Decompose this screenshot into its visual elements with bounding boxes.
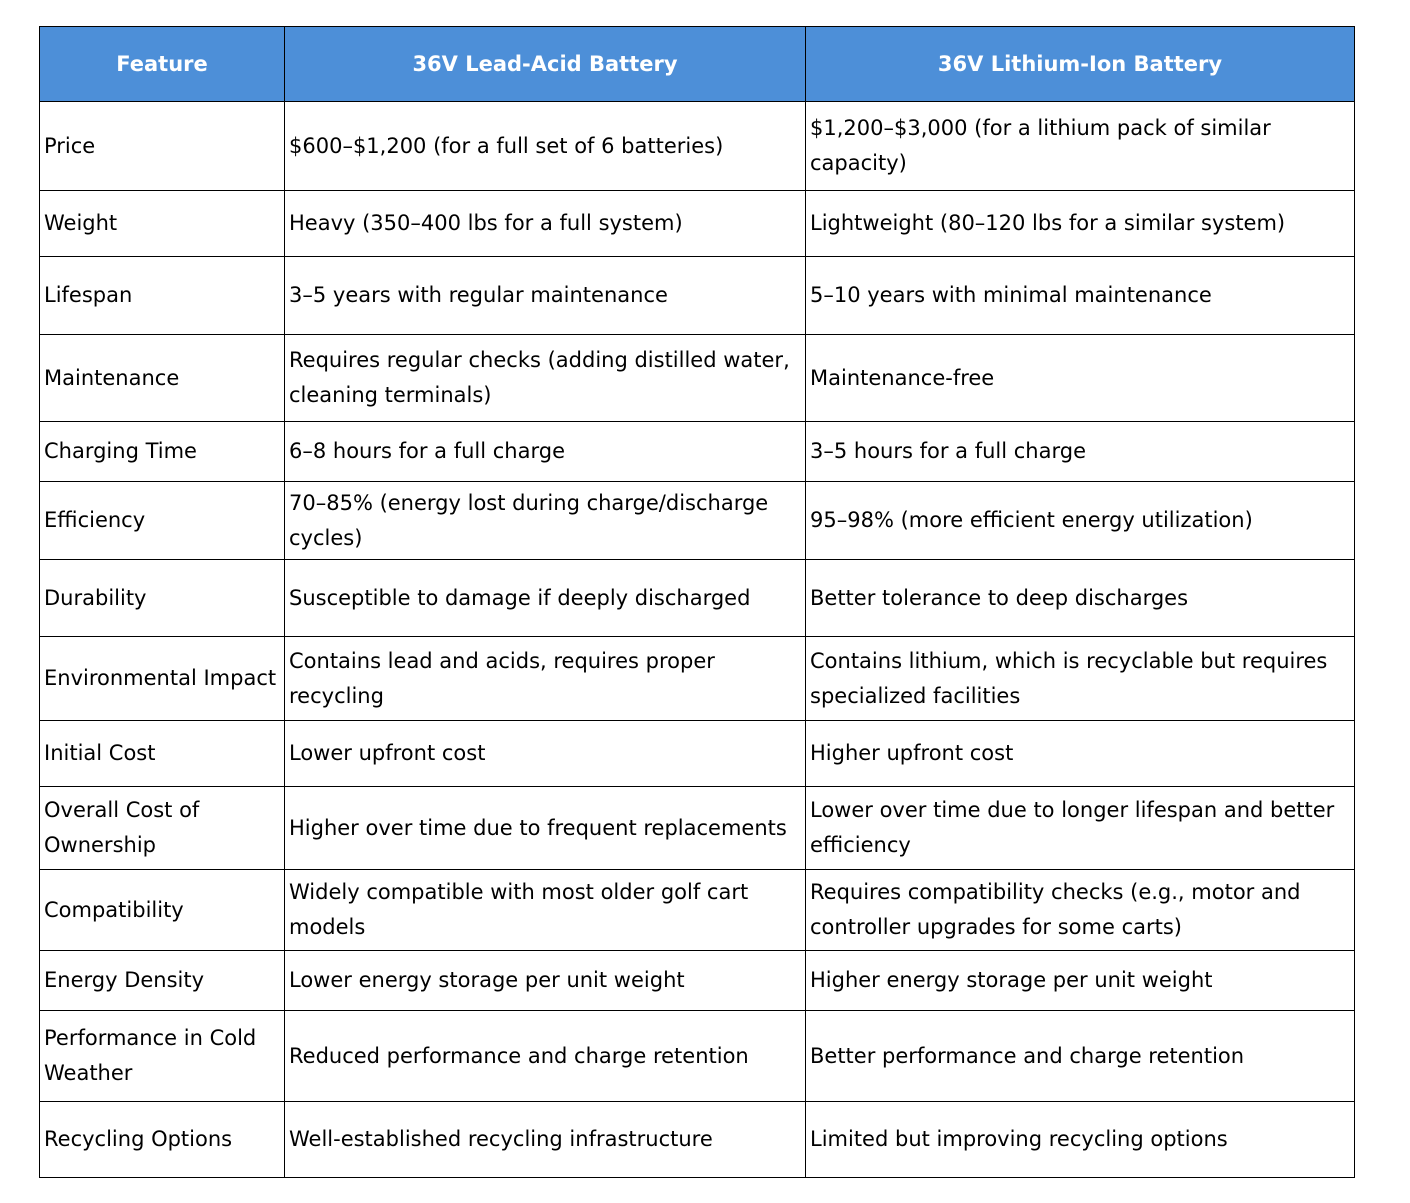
lithium-ion-cell: Higher upfront cost — [806, 721, 1355, 787]
table-row — [40, 1011, 1355, 1102]
lead-acid-cell: Widely compatible with most older golf cart models — [285, 870, 806, 951]
lithium-ion-cell: Limited but improving recycling options — [806, 1102, 1355, 1178]
feature-cell: Charging Time — [40, 422, 285, 482]
lead-acid-cell: Well-established recycling infrastructure — [285, 1102, 806, 1178]
table-row — [40, 482, 1355, 560]
lead-acid-cell: Lower upfront cost — [285, 721, 806, 787]
table-row — [40, 951, 1355, 1011]
lithium-ion-cell: Maintenance-free — [806, 335, 1355, 422]
lithium-ion-cell: Better performance and charge retention — [806, 1011, 1355, 1102]
lithium-ion-cell: Lower over time due to longer lifespan and better efficiency — [806, 787, 1355, 870]
feature-cell: Price — [40, 102, 285, 191]
lead-acid-cell: 6–8 hours for a full charge — [285, 422, 806, 482]
lithium-ion-cell: 95–98% (more efficient energy utilization) — [806, 482, 1355, 560]
table-row — [40, 257, 1355, 335]
lithium-ion-cell: Requires compatibility checks (e.g., motor and controller upgrades for some carts) — [806, 870, 1355, 951]
table-row — [40, 721, 1355, 787]
feature-cell: Recycling Options — [40, 1102, 285, 1178]
lead-acid-cell: Contains lead and acids, requires proper recycling — [285, 637, 806, 721]
lead-acid-cell: Reduced performance and charge retention — [285, 1011, 806, 1102]
table-row — [40, 870, 1355, 951]
feature-cell: Performance in Cold Weather — [40, 1011, 285, 1102]
header-lead-acid: 36V Lead-Acid Battery — [285, 27, 806, 102]
table-row — [40, 422, 1355, 482]
table-row — [40, 335, 1355, 422]
table-row — [40, 637, 1355, 721]
header-row — [40, 27, 1355, 102]
feature-cell: Initial Cost — [40, 721, 285, 787]
battery-comparison-table — [39, 26, 1355, 1178]
feature-cell: Energy Density — [40, 951, 285, 1011]
lithium-ion-cell: $1,200–$3,000 (for a lithium pack of similar capacity) — [806, 102, 1355, 191]
feature-cell: Overall Cost of Ownership — [40, 787, 285, 870]
lead-acid-cell: Lower energy storage per unit weight — [285, 951, 806, 1011]
header-lithium-ion: 36V Lithium-Ion Battery — [806, 27, 1355, 102]
lead-acid-cell: Requires regular checks (adding distilled water, cleaning terminals) — [285, 335, 806, 422]
lithium-ion-cell: 5–10 years with minimal maintenance — [806, 257, 1355, 335]
lithium-ion-cell: Higher energy storage per unit weight — [806, 951, 1355, 1011]
lead-acid-cell: $600–$1,200 (for a full set of 6 batteries) — [285, 102, 806, 191]
lead-acid-cell: Heavy (350–400 lbs for a full system) — [285, 191, 806, 257]
table-row — [40, 102, 1355, 191]
lithium-ion-cell: 3–5 hours for a full charge — [806, 422, 1355, 482]
feature-cell: Environmental Impact — [40, 637, 285, 721]
table-row — [40, 787, 1355, 870]
lead-acid-cell: 70–85% (energy lost during charge/discharge cycles) — [285, 482, 806, 560]
table-row — [40, 560, 1355, 637]
table-row — [40, 1102, 1355, 1178]
lead-acid-cell: 3–5 years with regular maintenance — [285, 257, 806, 335]
feature-cell: Efficiency — [40, 482, 285, 560]
feature-cell: Weight — [40, 191, 285, 257]
table-row — [40, 191, 1355, 257]
header-feature: Feature — [40, 27, 285, 102]
lead-acid-cell: Susceptible to damage if deeply discharged — [285, 560, 806, 637]
lithium-ion-cell: Better tolerance to deep discharges — [806, 560, 1355, 637]
lithium-ion-cell: Contains lithium, which is recyclable but requires specialized facilities — [806, 637, 1355, 721]
feature-cell: Maintenance — [40, 335, 285, 422]
feature-cell: Lifespan — [40, 257, 285, 335]
lithium-ion-cell: Lightweight (80–120 lbs for a similar system) — [806, 191, 1355, 257]
feature-cell: Durability — [40, 560, 285, 637]
feature-cell: Compatibility — [40, 870, 285, 951]
lead-acid-cell: Higher over time due to frequent replacements — [285, 787, 806, 870]
